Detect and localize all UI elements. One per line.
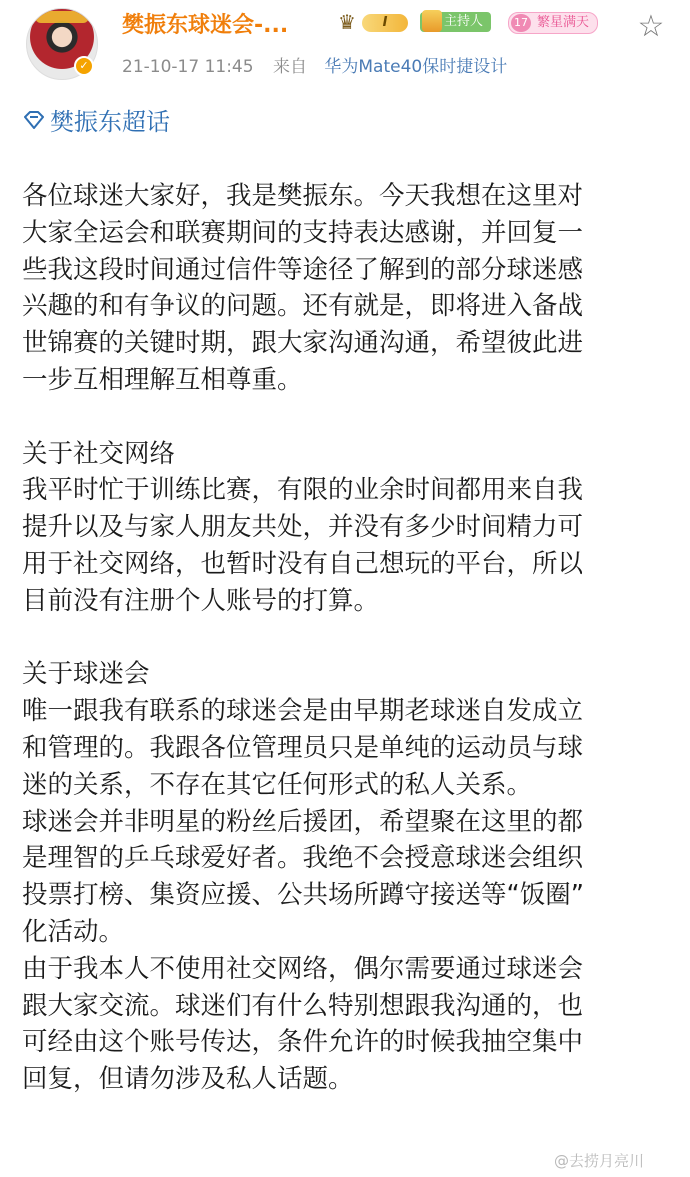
super-topic-label: 樊振东超话 xyxy=(50,108,170,136)
body-line: 提升以及与家人朋友共处，并没有多少时间精力可 xyxy=(22,512,584,543)
host-icon xyxy=(422,10,442,32)
watermark xyxy=(554,1150,644,1171)
post-header xyxy=(0,0,690,90)
source-prefix: 来自 xyxy=(272,57,307,77)
post-meta xyxy=(122,52,507,77)
body-line: 化活动。 xyxy=(22,916,125,947)
username[interactable]: 樊振东球迷会-... xyxy=(122,13,289,38)
section-heading: 关于球迷会 xyxy=(22,659,150,690)
super-topic-icon xyxy=(22,108,46,132)
body-line: 一步互相理解互相尊重。 xyxy=(22,364,303,395)
body-line: 我平时忙于训练比赛，有限的业余时间都用来自我 xyxy=(22,475,584,506)
body-line: 和管理的。我跟各位管理员只是单纯的运动员与球 xyxy=(22,732,584,763)
level-badge[interactable] xyxy=(338,10,410,34)
host-label: 主持人 xyxy=(444,14,484,29)
fan-level-badge[interactable] xyxy=(508,12,598,34)
body-line: 世锦赛的关键时期，跟大家沟通沟通，希望彼此进 xyxy=(22,328,584,359)
super-topic-link[interactable] xyxy=(22,102,170,137)
post-timestamp: 21-10-17 11:45 xyxy=(122,57,254,77)
favorite-star-icon[interactable]: ☆ xyxy=(637,9,665,44)
section-heading: 关于社交网络 xyxy=(22,438,176,469)
body-line: 用于社交网络，也暂时没有自己想玩的平台，所以 xyxy=(22,548,584,579)
body-line: 迷的关系，不存在其它任何形式的私人关系。 xyxy=(22,769,533,800)
body-line: 可经由这个账号传达，条件允许的时候我抽空集中 xyxy=(22,1027,584,1058)
body-line: 兴趣的和有争议的问题。还有就是，即将进入备战 xyxy=(22,291,584,322)
body-line: 投票打榜、集资应援、公共场所蹲守接送等“饭圈” xyxy=(22,880,584,911)
body-line: 由于我本人不使用社交网络，偶尔需要通过球迷会 xyxy=(22,953,584,984)
body-line: 唯一跟我有联系的球迷会是由早期老球迷自发成立 xyxy=(22,696,584,727)
body-line: 大家全运会和联赛期间的支持表达感谢，并回复一 xyxy=(22,217,584,248)
fan-level-number: 17 xyxy=(511,14,531,32)
body-line: 些我这段时间通过信件等途径了解到的部分球迷感 xyxy=(22,254,584,285)
body-line: 是理智的乒乓球爱好者。我绝不会授意球迷会组织 xyxy=(22,843,584,874)
host-badge[interactable] xyxy=(420,12,491,32)
crown-icon: ♛ xyxy=(338,10,356,34)
avatar[interactable] xyxy=(20,6,104,80)
paragraph-gap xyxy=(22,620,674,657)
watermark-text: @去捞月亮川 xyxy=(554,1152,645,1170)
level-value: I xyxy=(362,14,408,32)
body-line: 各位球迷大家好，我是樊振东。今天我想在这里对 xyxy=(22,181,584,211)
body-line: 跟大家交流。球迷们有什么特别想跟我沟通的，也 xyxy=(22,990,584,1021)
body-line: 目前没有注册个人账号的打算。 xyxy=(22,585,380,616)
body-line: 回复，但请勿涉及私人话题。 xyxy=(22,1064,354,1095)
fan-level-label: 繁星满天 xyxy=(537,15,590,30)
paragraph-gap xyxy=(22,399,674,436)
verified-badge-icon: ✓ xyxy=(74,56,94,76)
source-device-link[interactable]: 华为Mate40保时捷设计 xyxy=(324,57,508,77)
post-body xyxy=(22,178,674,1098)
body-line: 球迷会并非明星的粉丝后援团，希望聚在这里的都 xyxy=(22,806,584,837)
